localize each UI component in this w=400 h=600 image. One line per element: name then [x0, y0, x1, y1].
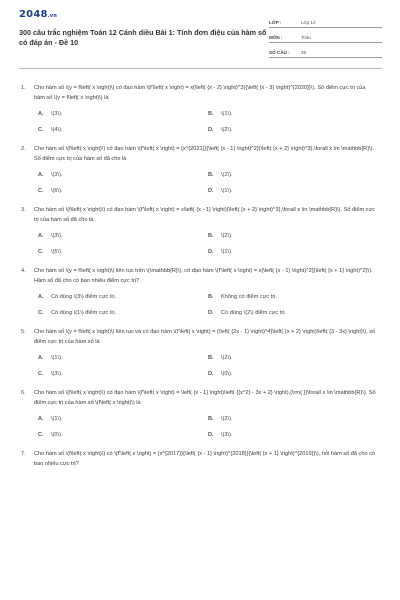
answer-text: Có đúng \(2\) điểm cực trị.: [221, 310, 286, 316]
answer-text: \(1\).: [51, 416, 63, 422]
answer-options: [38, 293, 382, 318]
answer-option[interactable]: [208, 187, 378, 196]
question-number: 3.: [21, 207, 26, 213]
meta-value: Lớp 12: [301, 20, 316, 25]
answer-letter: C.: [38, 310, 44, 316]
answer-text: \(1\).: [221, 111, 233, 117]
question-number: 5.: [21, 329, 26, 335]
answer-options: [38, 110, 382, 135]
answer-letter: B.: [208, 294, 214, 300]
question-number: 4.: [21, 268, 26, 274]
answer-option[interactable]: [38, 232, 208, 241]
answer-options: [38, 354, 382, 379]
answer-text: \(0\).: [51, 432, 63, 438]
answer-option[interactable]: [38, 309, 208, 318]
question-item: [19, 84, 382, 135]
answer-text: Có đúng \(1\) điểm cực trị.: [51, 310, 116, 316]
answer-option[interactable]: [208, 354, 378, 363]
answer-option[interactable]: [38, 293, 208, 302]
logo-main-text: 2048: [19, 9, 48, 20]
answer-option[interactable]: [38, 431, 208, 440]
question-number: 2.: [21, 146, 26, 152]
meta-row-count: [269, 43, 382, 58]
question-number: 7.: [21, 451, 26, 457]
answer-letter: B.: [208, 355, 214, 361]
answer-option[interactable]: [38, 415, 208, 424]
question-text: Cho hàm số \(f\left( x \right)\) có \(f'\left( x \right) = {x^{2017}}{\left( {x - 1} \right)^{2018}}{\left( {x + 1} \right)^{2019}}\), hỏi hàm số đã cho có bao nhiêu cực trị?: [34, 451, 376, 467]
answer-text: \(1\).: [51, 355, 63, 361]
answer-letter: C.: [38, 432, 44, 438]
answer-option[interactable]: [208, 309, 378, 318]
answer-options: [38, 171, 382, 196]
answer-letter: C.: [38, 371, 44, 377]
answer-letter: D.: [208, 249, 214, 255]
answer-option[interactable]: [38, 354, 208, 363]
answer-option[interactable]: [38, 370, 208, 379]
question-item: [19, 206, 382, 257]
answer-option[interactable]: [208, 431, 378, 440]
question-text: Cho hàm số \(y = f\left( x \right)\) liên tục trên \(\mathbb{R}\), có đạo hàm \(f'\left( x \right) = x{\left( {x - 1} \right)^2}{\left( {x + 1} \right)^2}\). Hàm số đã cho có bao nhiêu điểm cực trị?: [34, 268, 373, 284]
answer-text: \(5\).: [51, 249, 63, 255]
meta-label: LỚP :: [269, 20, 282, 25]
answer-letter: A.: [38, 233, 44, 239]
answer-text: Có đúng \(3\) điểm cực trị.: [51, 294, 116, 300]
question-text: Cho hàm số \(f\left( x \right)\) có đạo hàm \(f'\left( x \right) = {x^{2021}}{\left( {x - 1} \right)^2}{\left( {x + 2} \right)^3},\forall x \in \mathbb{R}\). Số điểm cực trị của hàm số đã cho là: [34, 146, 375, 162]
answer-text: \(2\).: [221, 233, 233, 239]
logo-domain-text: .vn: [47, 13, 57, 19]
answer-letter: A.: [38, 416, 44, 422]
answer-options: [38, 232, 382, 257]
meta-label: SỐ CÂU :: [269, 50, 290, 55]
answer-letter: A.: [38, 355, 44, 361]
answer-letter: B.: [208, 233, 214, 239]
answer-letter: B.: [208, 416, 214, 422]
answer-letter: D.: [208, 432, 214, 438]
answer-letter: D.: [208, 371, 214, 377]
answer-letter: D.: [208, 310, 214, 316]
answer-text: \(3\).: [51, 172, 63, 178]
answer-text: \(3\).: [51, 111, 63, 117]
answer-letter: D.: [208, 127, 214, 133]
answer-option[interactable]: [38, 187, 208, 196]
answer-text: \(2\).: [221, 355, 233, 361]
answer-text: \(0\).: [221, 371, 233, 377]
answer-option[interactable]: [208, 248, 378, 257]
answer-text: \(1\).: [221, 249, 233, 255]
question-text: Cho hàm số \(f\left( x \right)\) có đạo hàm \(f'\left( x \right) = \left( {x - 1} \right)\left( {{x^2} - 3x + 2} \right),{\rm{ }}\forall x \in \mathbb{R}\). Số điểm cực trị của hàm số \(f\left( x \right)\) là: [34, 390, 376, 406]
meta-row-subject: [269, 28, 382, 43]
answer-option[interactable]: [208, 370, 378, 379]
question-list: [19, 84, 382, 469]
document-title: 300 câu trắc nghiệm Toán 12 Cánh diều Bài 1: Tính đơn điệu của hàm số có đáp án - Đề 10: [19, 28, 267, 47]
answer-text: \(2\).: [221, 172, 233, 178]
answer-option[interactable]: [38, 110, 208, 119]
answer-text: Không có điểm cực trị.: [221, 294, 277, 300]
answer-letter: C.: [38, 188, 44, 194]
answer-text: \(1\).: [221, 188, 233, 194]
site-logo[interactable]: [19, 9, 269, 22]
question-item: [19, 389, 382, 440]
question-item: [19, 328, 382, 379]
answer-option[interactable]: [208, 293, 378, 302]
document-header: [19, 0, 382, 64]
answer-option[interactable]: [38, 171, 208, 180]
question-text: Cho hàm số \(y = f\left( x \right)\) liên tục và có đạo hàm \(f'\left( x \right) = {\left( {2x - 1} \right)^4}\left( {x + 2} \right)\left( {3 - 3x} \right)\), số điểm cực trị của hàm số là: [34, 329, 376, 345]
answer-option[interactable]: [208, 110, 378, 119]
answer-letter: C.: [38, 249, 44, 255]
answer-letter: B.: [208, 111, 214, 117]
answer-letter: A.: [38, 172, 44, 178]
meta-row-class: [269, 13, 382, 28]
answer-letter: A.: [38, 111, 44, 117]
question-text: Cho hàm số \(f\left( x \right)\) có đạo hàm \(f'\left( x \right) = x\left( {x - 1} \right){\left( {x + 2} \right)^3},\forall x \in \mathbb{R}\). Số điểm cực trị của hàm số đã cho là: [34, 207, 376, 223]
question-text: Cho hàm số \(y = f\left( x \right)\) có đạo hàm \(f'\left( x \right) = x{\left( {x - 2} \right)^3}{\left( {x - 3} \right)^{2020}}\). Số điểm cực trị của hàm số \(y = f\left( x \right)\) là: [34, 85, 366, 101]
answer-text: \(2\).: [221, 416, 233, 422]
answer-text: \(6\).: [51, 188, 63, 194]
answer-option[interactable]: [38, 126, 208, 135]
answer-option[interactable]: [208, 171, 378, 180]
header-divider: [19, 68, 382, 69]
meta-label: MÔN :: [269, 35, 283, 40]
answer-letter: D.: [208, 188, 214, 194]
answer-option[interactable]: [38, 248, 208, 257]
document-meta: [269, 13, 382, 64]
question-item: [19, 267, 382, 318]
answer-letter: C.: [38, 127, 44, 133]
question-item: [19, 145, 382, 196]
question-number: 1.: [21, 85, 26, 91]
answer-letter: B.: [208, 172, 214, 178]
answer-text: \(3\).: [51, 371, 63, 377]
answer-text: \(3\).: [221, 432, 233, 438]
meta-value: Toán: [301, 35, 311, 40]
answer-text: \(4\).: [51, 127, 63, 133]
answer-option[interactable]: [208, 126, 378, 135]
answer-option[interactable]: [208, 415, 378, 424]
answer-text: \(3\).: [51, 233, 63, 239]
question-number: 6.: [21, 390, 26, 396]
answer-option[interactable]: [208, 232, 378, 241]
answer-text: \(2\).: [221, 127, 233, 133]
meta-value: 29: [301, 50, 307, 55]
brand-block: [19, 9, 269, 64]
answer-letter: A.: [38, 294, 44, 300]
question-item: [19, 450, 382, 469]
answer-options: [38, 415, 382, 440]
